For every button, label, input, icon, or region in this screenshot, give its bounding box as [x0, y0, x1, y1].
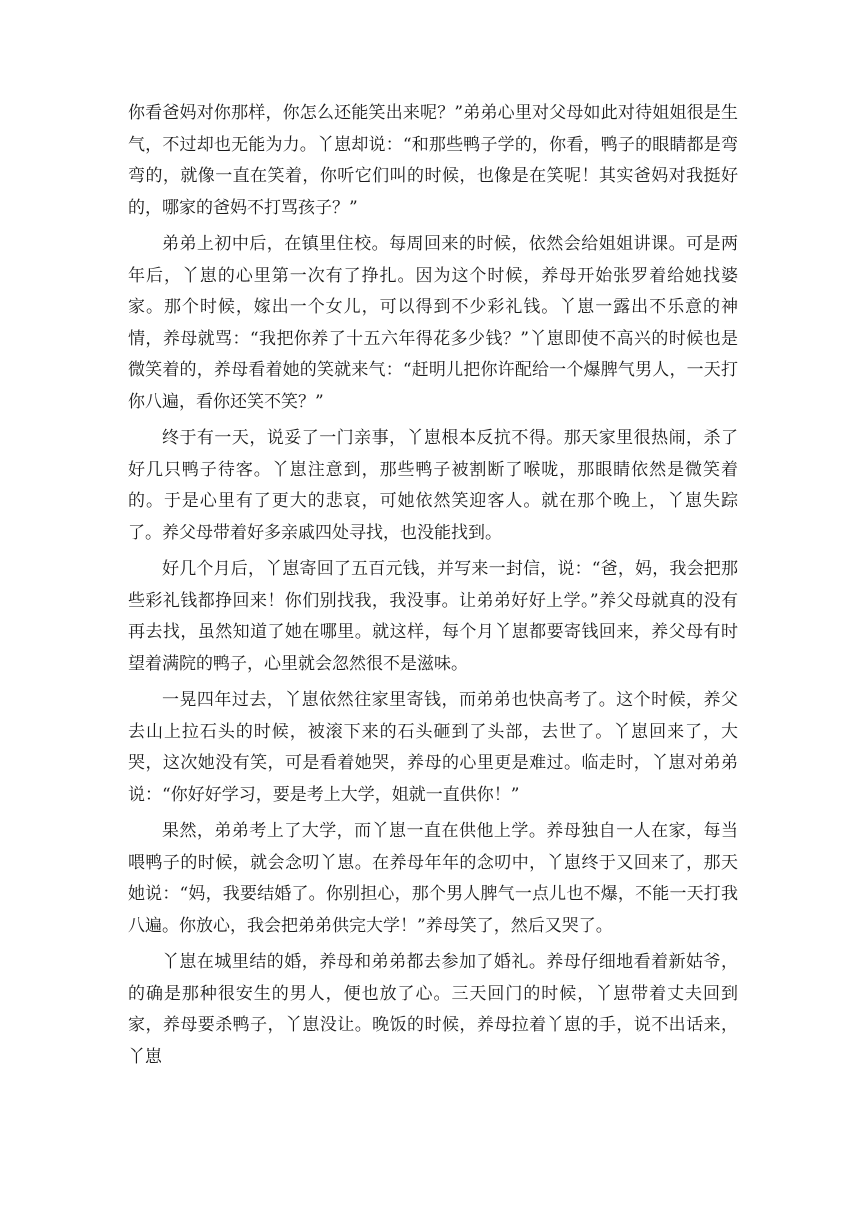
- paragraph-6: 果然，弟弟考上了大学，而丫崽一直在供他上学。养母独自一人在家，每当喂鸭子的时候，就会念叨丫崽。在养母年年的念叨中，丫崽终于又回来了，那天她说：“妈，我要结婚了。你别担心，那个男人脾气一点儿也不爆，不能一天打我八遍。你放心，我会把弟弟供完大学！”养母笑了，然后又哭了。: [128, 821, 738, 936]
- document-page: [128, 98, 738, 1078]
- paragraph-7: 丫崽在城里结的婚，养母和弟弟都去参加了婚礼。养母仔细地看着新姑爷，的确是那种很安生的男人，便也放了心。三天回门的时候，丫崽带着丈夫回到家，养母要杀鸭子，丫崽没让。晚饭的时候，养母拉着丫崽的手，说不出话来，丫崽: [128, 952, 738, 1067]
- paragraph-5: 一晃四年过去，丫崽依然往家里寄钱，而弟弟也快高考了。这个时候，养父去山上拉石头的时候，被滚下来的石头砸到了头部，去世了。丫崽回来了，大哭，这次她没有笑，可是看着她哭，养母的心里更是难过。临走时，丫崽对弟弟说：“你好好学习，要是考上大学，姐就一直供你！”: [128, 690, 738, 805]
- paragraph-2: 弟弟上初中后，在镇里住校。每周回来的时候，依然会给姐姐讲课。可是两年后，丫崽的心里第一次有了挣扎。因为这个时候，养母开始张罗着给她找婆家。那个时候，嫁出一个女儿，可以得到不少彩礼钱。丫崽一露出不乐意的神情，养母就骂：“我把你养了十五六年得花多少钱？”丫崽即使不高兴的时候也是微笑着的，养母看着她的笑就来气：“赶明儿把你许配给一个爆脾气男人，一天打你八遍，看你还笑不笑？”: [128, 234, 738, 412]
- paragraph-1: 你看爸妈对你那样，你怎么还能笑出来呢？”弟弟心里对父母如此对待姐姐很是生气，不过却也无能为力。丫崽却说：“和那些鸭子学的，你看，鸭子的眼睛都是弯弯的，就像一直在笑着，你听它们叫的时候，也像是在笑呢！其实爸妈对我挺好的，哪家的爸妈不打骂孩子？”: [128, 103, 738, 218]
- paragraph-4: 好几个月后，丫崽寄回了五百元钱，并写来一封信，说：“爸，妈，我会把那些彩礼钱都挣回来！你们别找我，我没事。让弟弟好好上学。”养父母就真的没有再去找，虽然知道了她在哪里。就这样，每个月丫崽都要寄钱回来，养父母有时望着满院的鸭子，心里就会忽然很不是滋味。: [128, 559, 738, 674]
- paragraph-3: 终于有一天，说妥了一门亲事，丫崽根本反抗不得。那天家里很热闹，杀了好几只鸭子待客。丫崽注意到，那些鸭子被割断了喉咙，那眼睛依然是微笑着的。于是心里有了更大的悲哀，可她依然笑迎客人。就在那个晚上，丫崽失踪了。养父母带着好多亲戚四处寻找，也没能找到。: [128, 428, 738, 543]
